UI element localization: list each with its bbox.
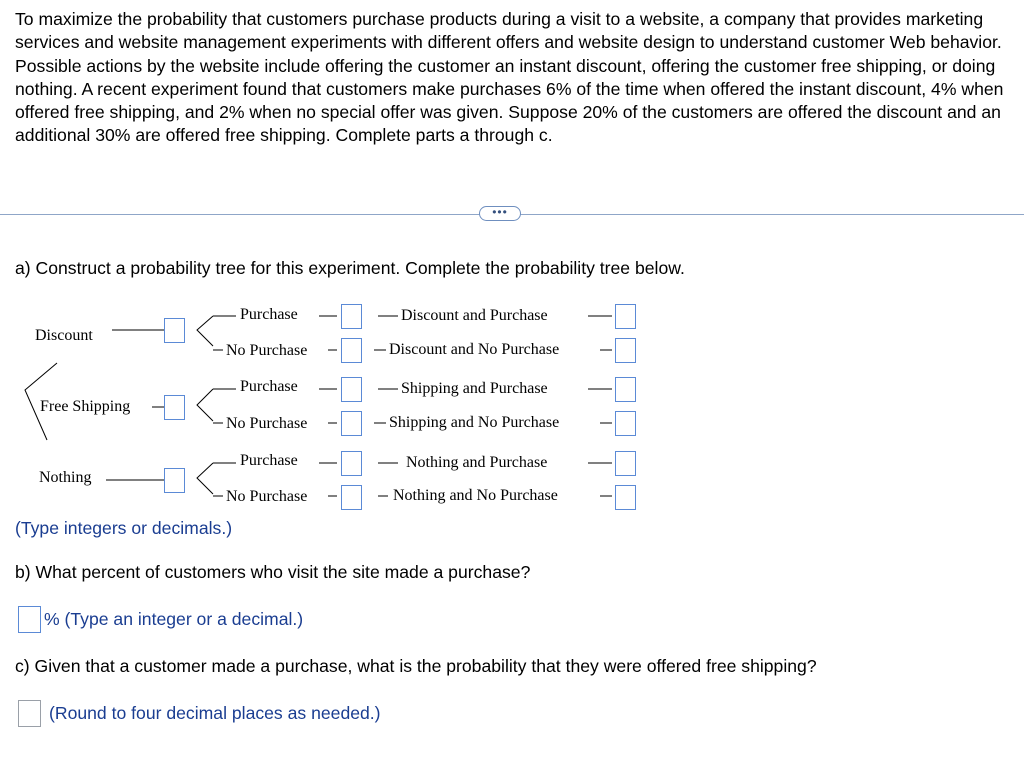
- joint-label-shipping-purchase: Shipping and Purchase: [401, 380, 548, 397]
- prob-no-purchase-given-discount-input[interactable]: [341, 338, 362, 363]
- prob-nothing-and-no-purchase-input[interactable]: [615, 485, 636, 510]
- prob-discount-input[interactable]: [164, 318, 185, 343]
- joint-label-shipping-no-purchase: Shipping and No Purchase: [389, 414, 560, 431]
- prob-purchase-given-discount-input[interactable]: [341, 304, 362, 329]
- tree-label-shipping-no-purchase: No Purchase: [226, 415, 308, 432]
- prob-nothing-input[interactable]: [164, 468, 185, 493]
- prob-no-purchase-given-nothing-input[interactable]: [341, 485, 362, 510]
- tree-label-nothing-no-purchase: No Purchase: [226, 488, 308, 505]
- prob-nothing-and-purchase-input[interactable]: [615, 451, 636, 476]
- part-b-answer-input[interactable]: [18, 606, 41, 633]
- show-more-button[interactable]: •••: [479, 206, 521, 221]
- tree-label-shipping-purchase: Purchase: [240, 378, 298, 395]
- part-b-note: % (Type an integer or a decimal.): [44, 609, 304, 629]
- prob-purchase-given-shipping-input[interactable]: [341, 377, 362, 402]
- prob-discount-and-no-purchase-input[interactable]: [615, 338, 636, 363]
- prob-shipping-and-no-purchase-input[interactable]: [615, 411, 636, 436]
- prob-purchase-given-nothing-input[interactable]: [341, 451, 362, 476]
- part-a-note: (Type integers or decimals.): [15, 518, 233, 538]
- tree-label-nothing-purchase: Purchase: [240, 452, 298, 469]
- tree-label-discount-no-purchase: No Purchase: [226, 342, 308, 359]
- prob-shipping-and-purchase-input[interactable]: [615, 377, 636, 402]
- part-c-answer-input[interactable]: [18, 700, 41, 727]
- joint-label-discount-purchase: Discount and Purchase: [401, 307, 548, 324]
- part-c-note: (Round to four decimal places as needed.): [49, 703, 381, 723]
- joint-label-nothing-no-purchase: Nothing and No Purchase: [393, 487, 558, 504]
- prob-free-shipping-input[interactable]: [164, 395, 185, 420]
- tree-label-nothing: Nothing: [39, 469, 92, 486]
- part-a-prompt: a) Construct a probability tree for this experiment. Complete the probability tree below.: [15, 258, 685, 278]
- tree-label-discount: Discount: [35, 327, 93, 344]
- part-b-prompt: b) What percent of customers who visit the site made a purchase?: [15, 562, 531, 582]
- problem-statement: To maximize the probability that customers purchase products during a visit to a website, a company that provides marketing services and website management experiments with different offers and website design to understand customer Web behavior. Possible actions by the website include offering the customer an instant discount, offering the customer free shipping, or doing nothing. A recent experiment found that customers make purchases 6% of the time when offered the instant discount, 4% when offered free shipping, and 2% when no special offer was given. Suppose 20% of the customers are offered the discount and an additional 30% are offered free shipping. Complete parts a through c.: [15, 9, 1004, 146]
- joint-label-nothing-purchase: Nothing and Purchase: [406, 454, 548, 471]
- tree-label-discount-purchase: Purchase: [240, 306, 298, 323]
- tree-label-free-shipping: Free Shipping: [40, 398, 131, 415]
- prob-no-purchase-given-shipping-input[interactable]: [341, 411, 362, 436]
- joint-label-discount-no-purchase: Discount and No Purchase: [389, 341, 560, 358]
- prob-discount-and-purchase-input[interactable]: [615, 304, 636, 329]
- part-c-prompt: c) Given that a customer made a purchase, what is the probability that they were offered free shipping?: [15, 656, 817, 676]
